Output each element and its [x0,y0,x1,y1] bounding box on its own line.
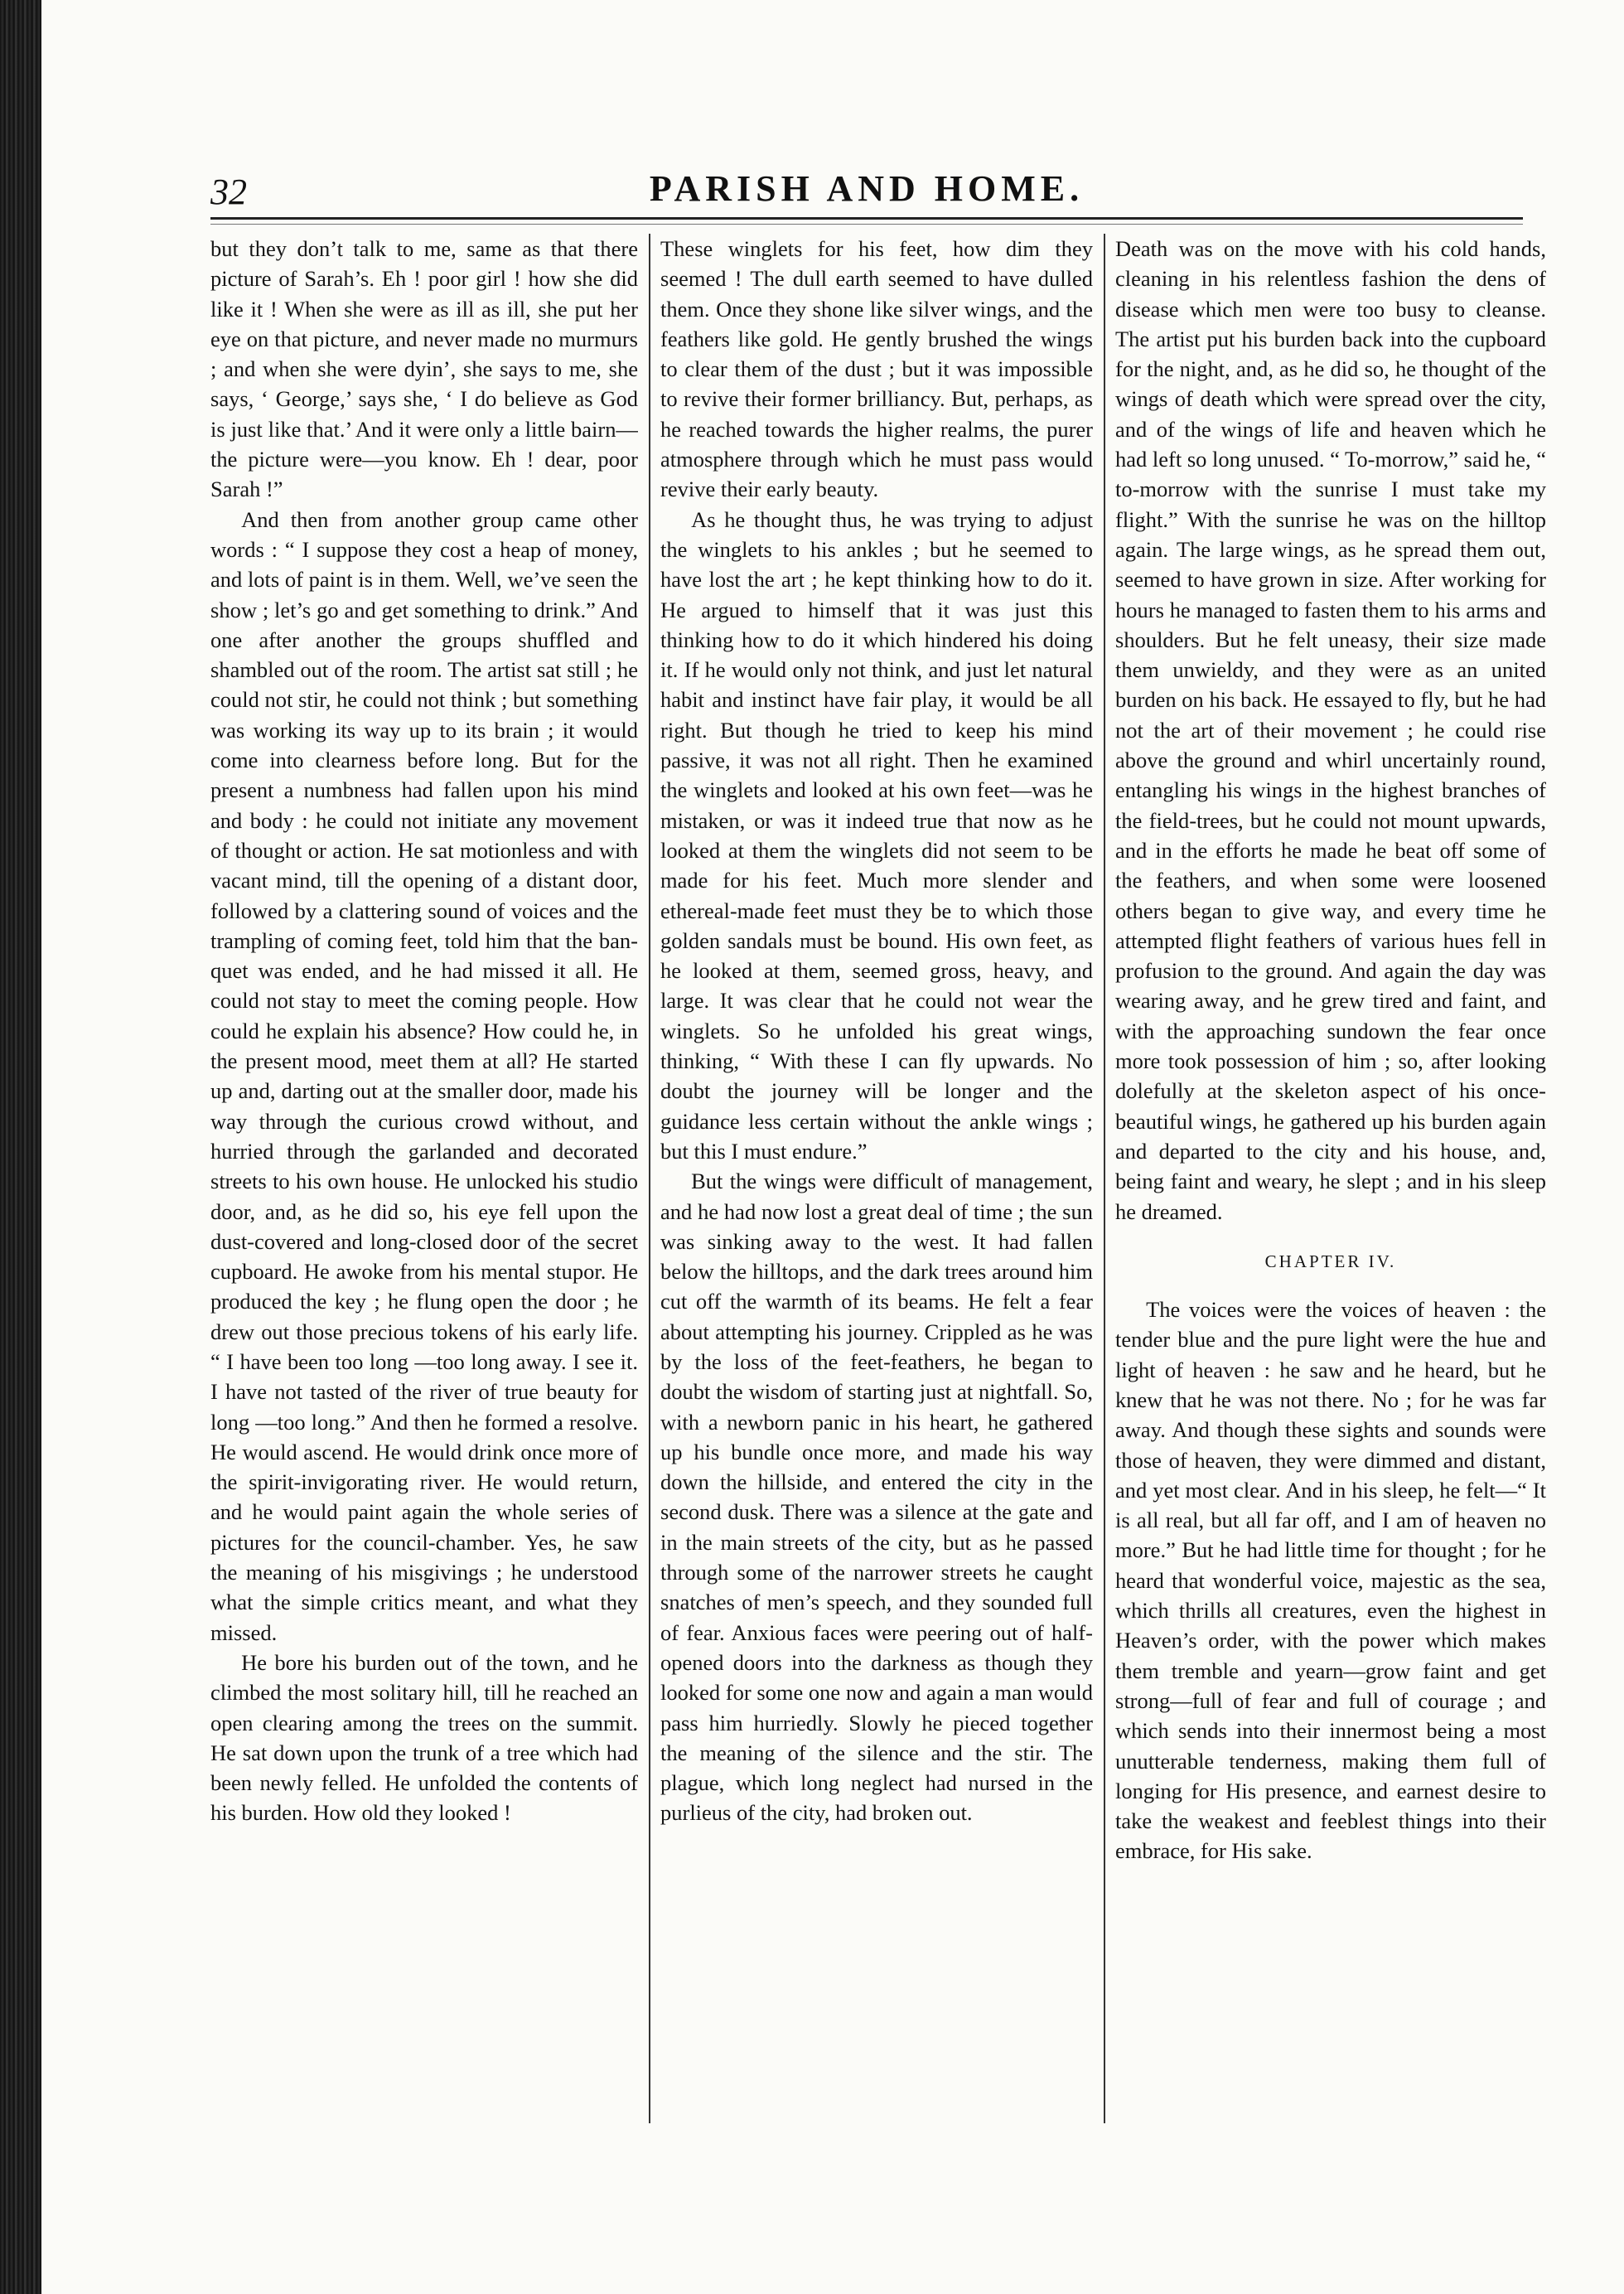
text-column-2 [660,234,1093,2132]
paragraph: These winglets for his feet, how dim they seemed ! The dull earth seemed to have dulled them. Once they shone like silver wings, and the feathers like gold. He gently brushed the wings to clear them of the dust ; but it was impossible to revive their former brilliancy. But, perhaps, as he reached towards the higher realms, the purer atmosphere through which he must pass would revive their early beauty. [660,236,1093,502]
book-binding-gutter [0,0,41,2294]
chapter-heading: CHAPTER IV. [1264,1251,1397,1271]
paragraph: As he thought thus, he was trying to adjust the winglets to his ankles ; but he seemed to have lost the art ; he kept thinking how to do it. He argued to himself that it was just this thinking how to do it which hindered his doing it. If he would only not think, and just let natural habit and instinct have fair play, it would be all right. But though he tried to keep his mind passive, it was not all right. Then he examined the winglets and looked at his own feet—was he mistaken, or was it indeed true that now as he looked at them the winglets did not seem to be made for his feet. Much more slender and ethereal-made feet must they be to which those golden sandals must be bound. His own feet, as he looked at them, seemed gross, heavy, and large. It was clear that he could not wear the winglets. So he unfolded his great wings, thinking, “ With these I can fly upwards. No doubt the journey will be longer and the guidance less certain without the ankle wings ; but this I must endure.” [660,506,1093,1164]
running-title: PARISH AND HOME. [649,168,1085,209]
paragraph: Death was on the move with his cold hands, cleaning in his relentless fashion the dens of disease which men were too busy to cleanse. The artist put his burden back into the cupboard for the night, and, as he did so, he thought of the wings of death which were spread over the city, and of the wings of life and heaven which he had left so long unused. “ To-morrow,” said he, “ to-morrow with the sunrise I must take my flight.” With the sunrise he was on the hilltop again. The large wings, as he spread them out, seemed to have grown in size. After working for hours he managed to fasten them to his arms and shoulders. But he felt uneasy, their size made them unwieldy, and they were as an united burden on his back. He essayed to fly, but he had not the art of their movement ; he could rise above the ground and whirl uncertainly round, entangling his wings in the highest branches of the field-trees, but he could not mount upwards, and in the efforts he made he beat off some of the feathers, and when some were loosened others began to give way, and every time he attempted flight feathers of various hues fell in profusion to the ground. And again the day was wearing away, and he grew tired and faint, and with the approaching sundown the fear once more took possession of him ; so, after looking dolefully at the skeleton aspect of his once-beautiful wings, he gathered up his burden again and departed to the city and his house, and, being faint and weary, he slept ; and in his sleep he dreamed. [1115,236,1546,1224]
page-number: 32 [210,172,247,212]
paragraph: but they don’t talk to me, same as that there picture of Sarah’s. Eh ! poor girl ! how she did like it ! When she were as ill as ill, she put her eye on that picture, and never made no murmurs ; and when she were dyin’, she says to me, she says, ‘ George,’ says she, ‘ I do believe as God is just like that.’ And it were only a little bairn—the picture were—you know. Eh ! dear, poor Sarah !” [210,236,638,502]
page-header [210,167,1523,217]
column-divider [649,234,650,2123]
paragraph: And then from another group came other words : “ I suppose they cost a heap of money, and lots of paint is in them. Well, we’ve seen the show ; let’s go and get something to drink.” And one after another the groups shuffled and shambled out of the room. The artist sat still ; he could not stir, he could not think ; but something was working its way up to its brain ; it would come into clearness before long. But for the present a numbness had fallen upon his mind and body : he could not initiate any movement of thought or action. He sat motionless and with vacant mind, till the opening of a distant door, followed by a clattering sound of voices and the trampling of coming feet, told him that the banquet was ended, and he had missed it all. He could not stay to meet the coming people. How could he explain his absence? How could he, in the present mood, meet them at all? He started up and, darting out at the smaller door, made his way through the curious crowd without, and hurried through the garlanded and decorated streets to his own house. He unlocked his studio door, and, as he did so, his eye fell upon the dust-covered and long-closed door of the secret cupboard. He awoke from his mental stupor. He produced the key ; he flung open the door ; he drew out those precious tokens of his early life. “ I have been too long —too long away. I see it. I have not tasted of the river of true beauty for long —too long.” And then he formed a resolve. He would ascend. He would drink once more of the spirit-invigorating river. He would return, and he would paint again the whole series of pictures for the council-chamber. Yes, he saw the meaning of his misgivings ; he understood what the simple critics meant, and what they missed. [210,506,638,1645]
text-column-3 [1115,234,1546,2132]
paragraph: But the wings were difficult of management, and he had now lost a great deal of time ; the sun was sinking away to the west. It had fallen below the hilltops, and the dark trees around him cut off the warmth of its beams. He felt a fear about attempting his journey. Crippled as he was by the loss of the feet-feathers, he began to doubt the wisdom of starting just at nightfall. So, with a newborn panic in his heart, he gathered up his bundle once more, and made his way down the hillside, and entered the city in the second dusk. There was a silence at the gate and in the main streets of the city, but as he passed through some of the narrower streets he caught snatches of men’s speech, and they sounded full of fear. Anxious faces were peering out of half-opened doors into the darkness as though they looked for some one now and again a man would pass him hurriedly. Slowly he pieced together the meaning of the silence and the stir. The plague, which long neglect had nursed in the purlieus of the city, had broken out. [660,1169,1093,1826]
text-column-1 [210,234,638,2132]
paragraph: The voices were the voices of heaven : the tender blue and the pure light were the hue and light of heaven : he saw and he heard, but he knew that he was not there. No ; for he was far away. And though these sights and sounds were those of heaven, they were dimmed and distant, and yet most clear. And in his sleep, he felt—“ It is all real, but all far off, and I am of heaven no more.” But he had little time for thought ; for he heard that wonderful voice, majestic as the sea, which thrills all creatures, even the highest in Heaven’s order, with the power which makes them tremble and yearn—grow faint and get strong—full of fear and full of courage ; and which sends into their innermost being a most unutterable tenderness, making them full of longing for His presence, and earnest desire to take the weakest and feeblest things into their embrace, for His sake. [1115,1297,1546,1864]
header-rule [210,217,1523,220]
paragraph: He bore his burden out of the town, and he climbed the most solitary hill, till he reached an open clearing among the trees on the summit. He sat down upon the trunk of a tree which had been newly felled. He unfolded the contents of his burden. How old they looked ! [210,1649,638,1826]
column-divider [1104,234,1105,2123]
header-rule-thin [210,224,1523,225]
